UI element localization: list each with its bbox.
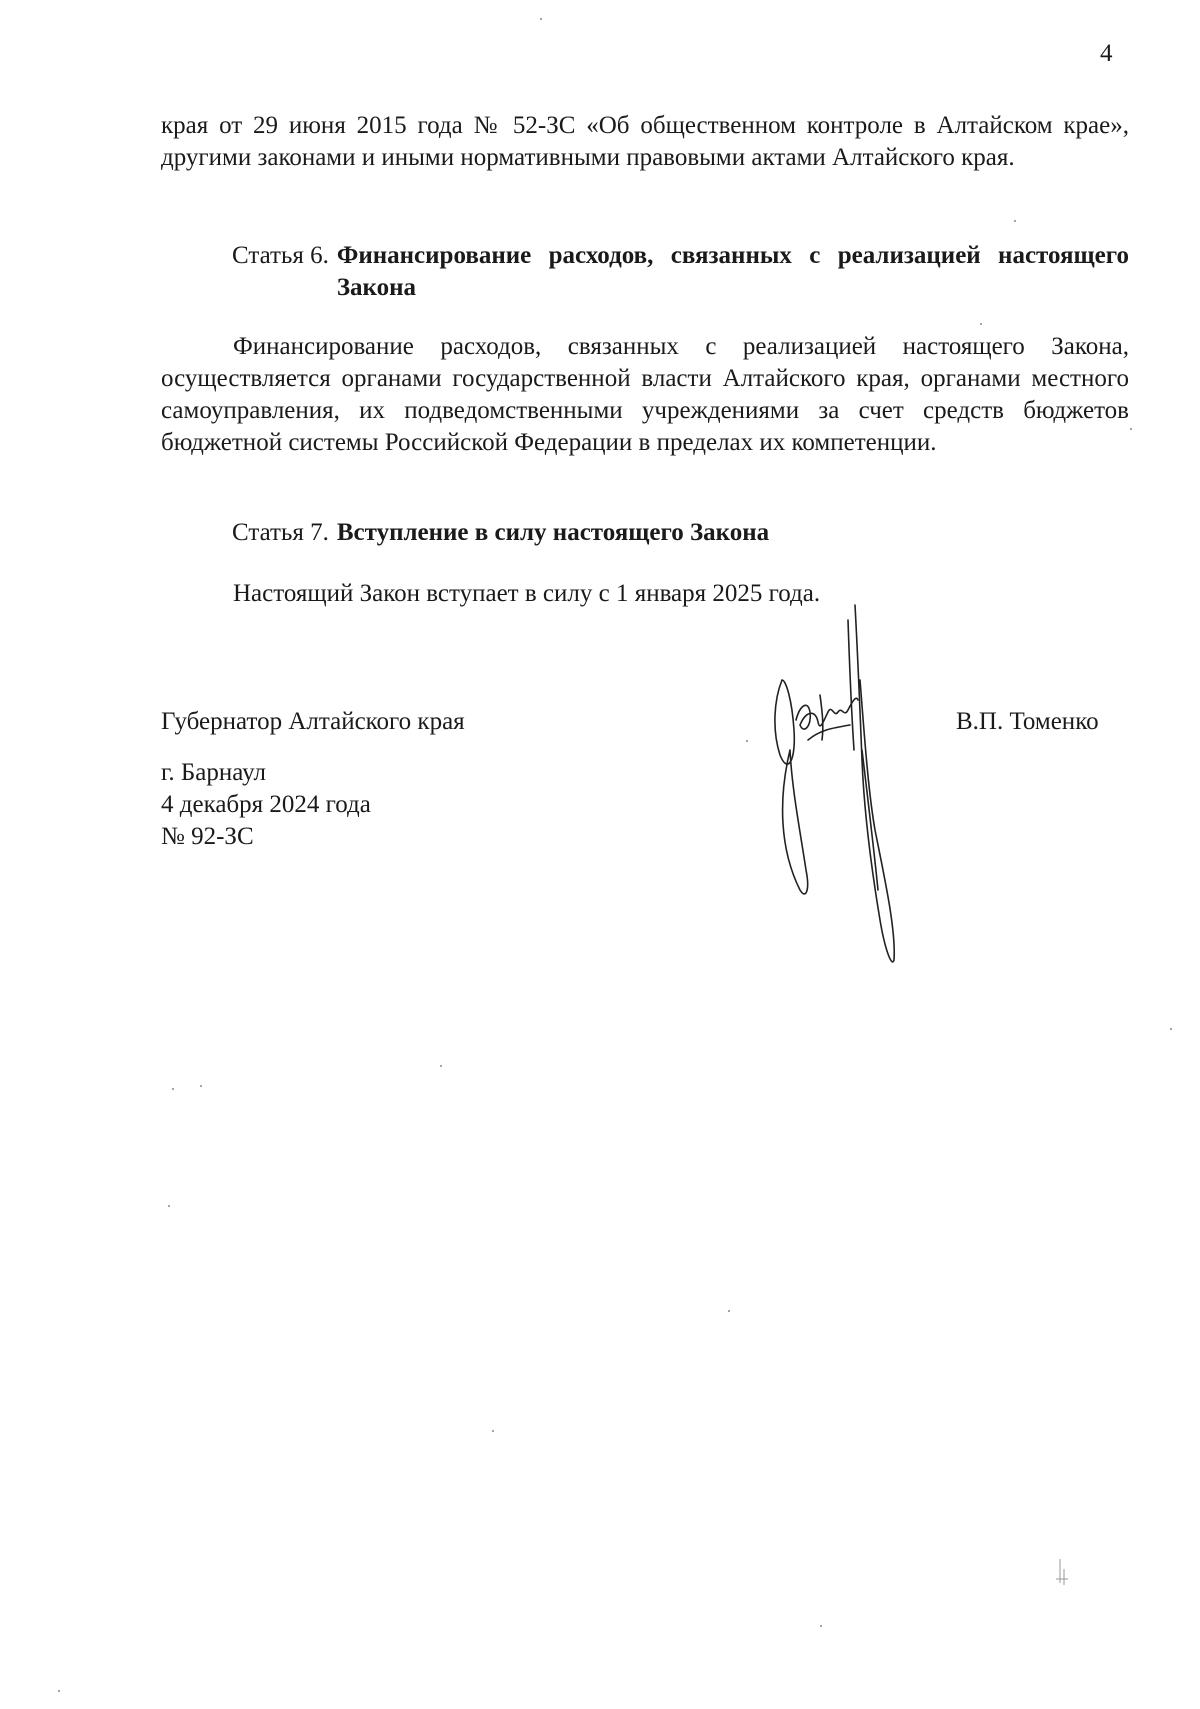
scan-speck (1130, 428, 1132, 430)
scan-speck (440, 1065, 442, 1067)
scan-speck (1014, 220, 1016, 222)
scan-mark-icon (1040, 1555, 1080, 1595)
scan-speck (980, 323, 982, 325)
article-6-title: Финансирование расходов, связанных с реализацией настоящего Закона (336, 242, 1129, 301)
scan-speck (200, 1085, 202, 1087)
scan-speck (168, 1205, 170, 1207)
page-number: 4 (1100, 40, 1113, 67)
intro-paragraph: края от 29 июня 2015 года № 52-ЗС «Об общественном контроле в Алтайском крае», другими законами и иными нормативными правовыми актами Алтайского края. (161, 112, 1129, 171)
scan-speck (540, 18, 542, 20)
scan-speck (1170, 1028, 1172, 1030)
scan-speck (728, 1310, 730, 1312)
signatory-position: Губернатор Алтайского края (161, 708, 465, 735)
city: г. Барнаул (161, 759, 266, 786)
date: 4 декабря 2024 года (161, 791, 371, 818)
scan-speck (746, 740, 748, 742)
handwritten-signature-icon (760, 600, 930, 970)
article-7-label: Статья 7. (232, 519, 329, 546)
scan-speck (820, 1625, 822, 1627)
article-7-text: Настоящий Закон вступает в силу с 1 января 2025 года. (233, 580, 821, 607)
scan-speck (58, 1690, 60, 1692)
scan-speck (172, 1088, 174, 1090)
scan-speck (492, 1430, 494, 1432)
article-7-title: Вступление в силу настоящего Закона (336, 519, 770, 546)
signatory-name: В.П. Томенко (956, 708, 1099, 735)
article-6-heading (232, 240, 1129, 304)
article-7-heading (232, 517, 1129, 549)
place-date-number (161, 757, 371, 853)
article-6-text: Финансирование расходов, связанных с реализацией настоящего Закона, осуществляется органами государственной власти Алтайского края, органами местного самоуправления, их подведомственными учреждениями за счет средств бюджетов бюджетной системы Российской Федерации в пределах их компетенции. (161, 333, 1129, 456)
law-number: № 92-ЗС (161, 823, 254, 850)
article-6-label: Статья 6. (232, 242, 329, 269)
